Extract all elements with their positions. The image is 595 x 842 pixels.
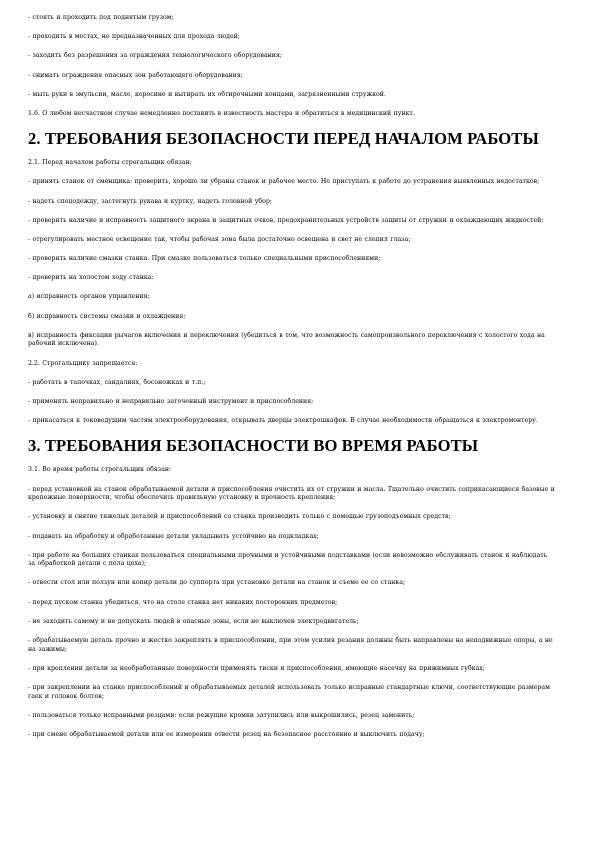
paragraph: - проверить наличие и исправность защитного экрана и защитных очков, предохранительных устройств защиты от стружки и охлаждающих жидкостей; bbox=[28, 216, 544, 224]
paragraph: 2.2. Строгальщику запрещается: bbox=[28, 359, 138, 367]
paragraph: - прикасаться к токоведущим частям электрооборудования, открывать дверцы электрошкафов. В случае необходимости обращаться к электромонтеру. bbox=[28, 417, 538, 425]
paragraph: 1.6. О любом несчастном случае немедленно поставить в известность мастера и обратиться в медицинский пункт. bbox=[28, 109, 415, 117]
paragraph: - проходить в местах, не предназначенных для прохода людей; bbox=[28, 33, 240, 41]
paragraph: 3.1. Во время работы строгальщик обязан: bbox=[28, 466, 172, 474]
paragraph: - стоять и проходить под поднятым грузом; bbox=[28, 14, 174, 21]
paragraph: б) исправность системы смазки и охлаждения; bbox=[28, 312, 186, 320]
section-3-heading: 3. ТРЕБОВАНИЯ БЕЗОПАСНОСТИ ВО ВРЕМЯ РАБОТЫ bbox=[28, 436, 479, 456]
paragraph: - заходить без разрешения за ограждения технологического оборудования; bbox=[28, 52, 282, 60]
paragraph: - проверить наличие смазки станка. При смазке пользоваться только специальными приспособлениями; bbox=[28, 255, 381, 263]
paragraph: - отвести стол или ползун или копир детали до суппорта при установке детали на станок и съеме ее со станка; bbox=[28, 579, 406, 587]
paragraph: - отрегулировать местное освещение так, чтобы рабочая зона была достаточно освещена и свет не слепил глаза; bbox=[28, 235, 411, 243]
paragraph: - перед установкой на станок обрабатываемой детали и приспособления очистить их от стружки и масла. Тщательно очистить соприкасающиеся базовые и крепежные поверхности, чтобы обеспечить правильную установку и прочность крепления; bbox=[28, 485, 555, 502]
paragraph: - работать в тапочках, сандалиях, босоножках и т.п.; bbox=[28, 378, 206, 386]
section-2-heading: 2. ТРЕБОВАНИЯ БЕЗОПАСНОСТИ ПЕРЕД НАЧАЛОМ РАБОТЫ bbox=[28, 129, 539, 149]
paragraph: - снимать ограждения опасных зон работающего оборудования; bbox=[28, 71, 243, 79]
paragraph: - при креплении детали за необработанные поверхности применять тиски и приспособления, имеющие насечку на прижимных губках; bbox=[28, 664, 485, 672]
paragraph: - перед пуском станка убедиться, что на столе станка нет никаких посторонних предметов; bbox=[28, 598, 338, 606]
paragraph: - проверить на холостом ходу станка: bbox=[28, 274, 154, 282]
paragraph: - принять станок от сменщика: проверить, хорошо ли убраны станок и рабочее место. Не приступать к работе до устранения выявленных недостатков; bbox=[28, 178, 540, 186]
paragraph: - при закреплении на станке приспособлений и обрабатываемых деталей использовать только исправные стандартные ключи, соответствующие размерам гаек и головок болтов; bbox=[28, 684, 550, 700]
paragraph: - при смене обрабатываемой детали или ее измерении отвести резец на безопасное расстояние и выключить подачу; bbox=[28, 730, 425, 738]
paragraph: в) исправность фиксации рычагов включения и переключения (убедиться в том, что возможность самопроизвольного переключения с холостого хода на рабочий исключена). bbox=[28, 331, 545, 348]
paragraph: - пользоваться только исправными резцами: если режущие кромки затупились или выкрошились, резец заменить; bbox=[28, 711, 415, 719]
paragraph: - установку и снятие тяжелых деталей и приспособлений со станка производить только с помощью грузоподъемных средств; bbox=[28, 513, 451, 521]
paragraph: - мыть руки в эмульсии, масле, керосине и вытирать их обтирочными концами, загрязненными стружкой. bbox=[28, 90, 386, 98]
paragraph: - применять неправильно и неправильно заточенный инструмент и приспособления; bbox=[28, 397, 314, 405]
paragraph: а) исправность органов управления; bbox=[28, 293, 150, 301]
paragraph: - подавать на обработку и обработанные детали укладывать устойчиво на подкладках; bbox=[28, 532, 319, 540]
paragraph: 2.1. Перед началом работы строгальщик обязан: bbox=[28, 159, 192, 167]
paragraph: - при работе на больших станках пользоваться специальными прочными и устойчивыми подставками (если невозможно обслуживать станок и наблюдать за обработкой детали с пола цеха); bbox=[28, 551, 548, 568]
paragraph: - не заходить самому и не допускать людей в опасные зоны, если не выключен электродвигатель; bbox=[28, 617, 359, 625]
paragraph: - обрабатываемую деталь прочно и жестко закреплять в приспособлении, при этом усилия резания должны быть направлены на неподвижные опоры, а не на зажимы; bbox=[28, 637, 553, 653]
paragraph: - надеть спецодежду, застегнуть рукава и куртку, надеть головной убор; bbox=[28, 197, 272, 205]
